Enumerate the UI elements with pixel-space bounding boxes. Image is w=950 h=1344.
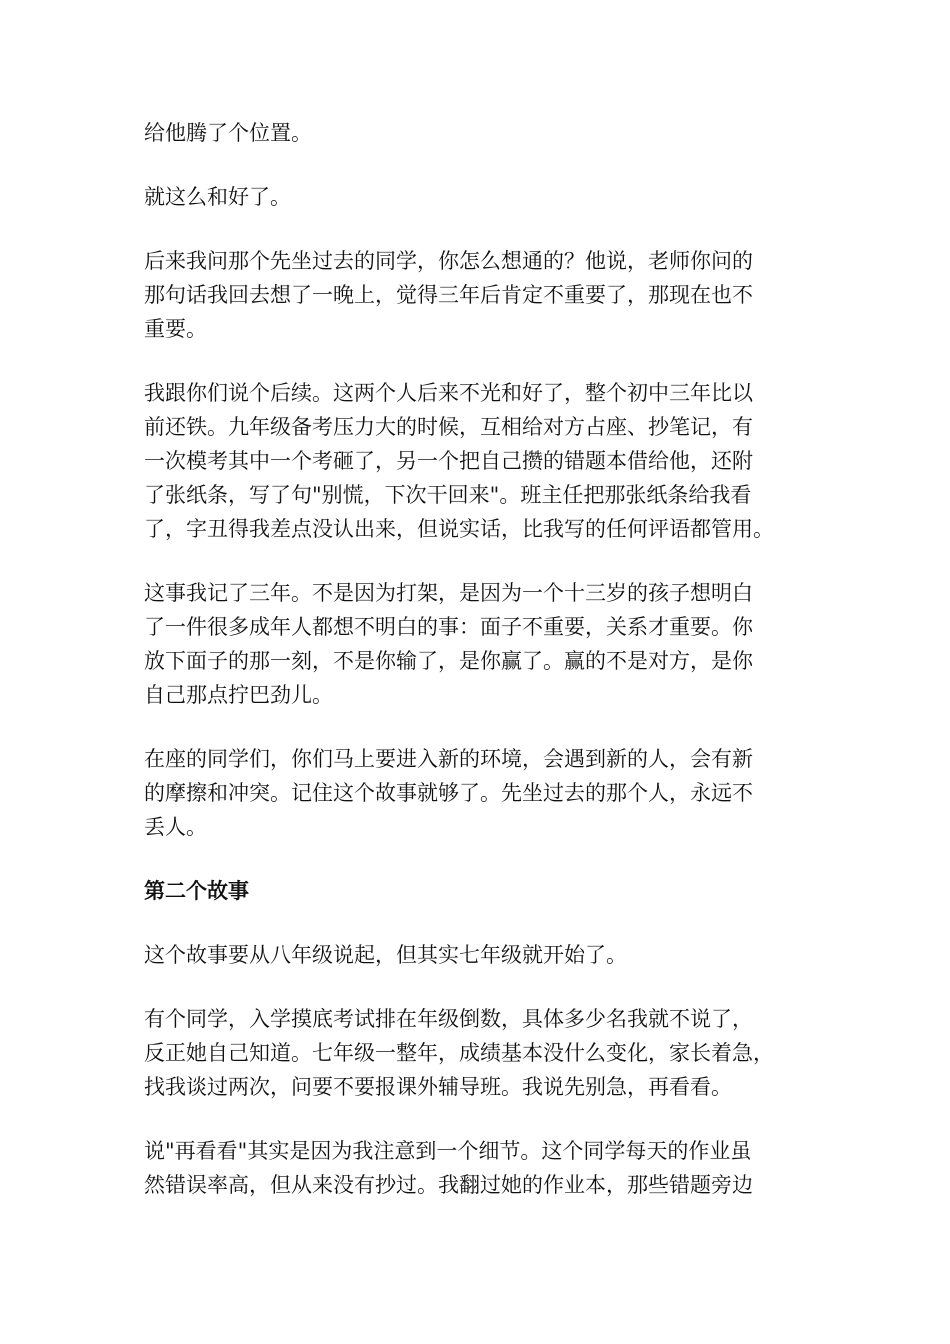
paragraph: 说"再看看"其实是因为我注意到一个细节。这个同学每天的作业虽 然错误率高，但从来没有抄过。我翻过她的作业本，那些错题旁边: [144, 1139, 753, 1197]
paragraph: 这个故事要从八年级说起，但其实七年级就开始了。: [144, 943, 627, 967]
paragraph: 我跟你们说个后续。这两个人后来不光和好了，整个初中三年比以 前还铁。九年级备考压力大的时候，互相给对方占座、抄笔记，有 一次模考其中一个考砸了，另一个把自己攒的错题本借给他，还附 了张纸条，写了句"别慌，下次干回来"。班主任把那张纸条给我看 了，字丑得我差点没认出来，但说实话，比我写的任何评语都管用。: [144, 381, 774, 541]
paragraph: 在座的同学们，你们马上要进入新的环境，会遇到新的人，会有新 的摩擦和冲突。记住这个故事就够了。先坐过去的那个人，永远不 丢人。: [144, 747, 753, 839]
paragraph: 这事我记了三年。不是因为打架，是因为一个十三岁的孩子想明白 了一件很多成年人都想不明白的事：面子不重要，关系才重要。你 放下面子的那一刻，不是你输了，是你赢了。赢的不是对方，是你 自己那点拧巴劲儿。: [144, 581, 753, 707]
paragraph: 就这么和好了。: [144, 185, 291, 209]
paragraph: 给他腾了个位置。: [144, 121, 312, 145]
section-heading: 第二个故事: [144, 878, 249, 903]
document-page: [144, 116, 814, 1232]
paragraph: 有个同学，入学摸底考试排在年级倒数，具体多少名我就不说了， 反正她自己知道。七年级一整年，成绩基本没什么变化，家长着急， 找我谈过两次，问要不要报课外辅导班。我说先别急，再看看。: [144, 1007, 774, 1099]
paragraph: 后来我问那个先坐过去的同学，你怎么想通的？他说，老师你问的 那句话我回去想了一晚上，觉得三年后肯定不重要了，那现在也不 重要。: [144, 249, 753, 341]
